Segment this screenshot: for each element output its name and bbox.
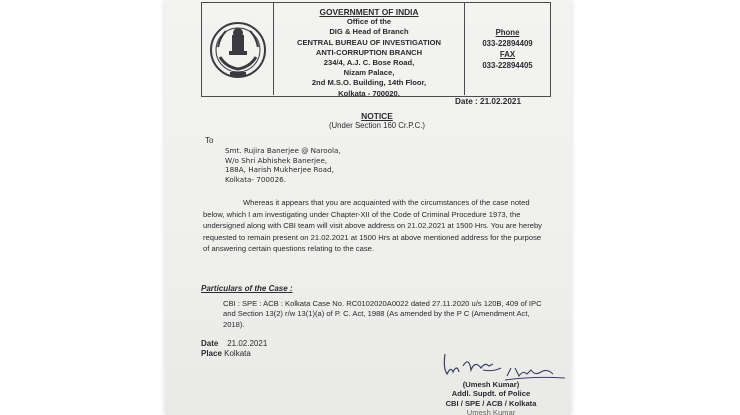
- particulars-label: Particulars of the Case: [201, 284, 288, 293]
- notice-subtitle: (Under Section 160 Cr.P.C.): [328, 121, 426, 130]
- cbi-line: CENTRAL BUREAU OF INVESTIGATION: [296, 37, 441, 47]
- notice-document: [165, 0, 571, 415]
- address-line: Smt. Rujira Banerjee @ Naroola,: [225, 146, 341, 155]
- address-line-4: Kolkata - 700020.: [338, 88, 400, 98]
- recipient-address: [225, 146, 341, 184]
- footer-place-value: Kolkata: [224, 349, 251, 358]
- case-details: CBI : SPE : ACB : Kolkata Case No. RC0102020A0022 dated 27.11.2020 u/s 120B, 409 of IPC and Section 13(2) r/w 13(1)(a) of P. C. Act, 1988 (As amended by the P C (Amendment Act, 2018).: [223, 299, 542, 329]
- particulars-heading: Particulars of the Case :: [201, 284, 293, 293]
- footer-date-value: 21.02.2021: [227, 339, 268, 348]
- address-line: Kolkata- 700026.: [225, 174, 287, 184]
- address-line: 188A, Harish Mukherjee Road,: [225, 165, 334, 175]
- fax-number: 033-22894405: [482, 61, 533, 70]
- signatory-designation: Addl. Supdt. of Police: [451, 389, 531, 399]
- letterhead-office-block: [274, 3, 464, 98]
- logo-cell: [202, 3, 274, 95]
- signatory-office: CBI / SPE / ACB / Kolkata: [445, 398, 537, 408]
- phone-number: 033-22894409: [482, 39, 533, 48]
- dig-line: DIG & Head of Branch: [329, 27, 409, 37]
- footer-date-label: Date: [201, 339, 219, 348]
- address-line: W/o Shri Abhishek Banerjee,: [225, 155, 328, 165]
- cbi-emblem-icon: [208, 17, 268, 83]
- phone-label: Phone: [495, 28, 520, 37]
- letterhead: [201, 2, 551, 97]
- address-line-2: Nizam Palace,: [343, 68, 395, 78]
- address-line-3: 2nd M.S.O. Building, 14th Floor,: [311, 78, 427, 88]
- to-label: To: [205, 136, 214, 145]
- signatory-stamp-name: Umesh Kumar: [466, 408, 516, 415]
- notice-title: NOTICE: [361, 111, 393, 121]
- notice-date: Date : 21.02.2021: [455, 97, 521, 106]
- fax-label: FAX: [499, 50, 516, 59]
- contact-block: [464, 3, 550, 95]
- office-line: Office of the: [346, 17, 392, 27]
- govt-line: GOVERNMENT OF INDIA: [319, 7, 419, 17]
- body-paragraph: Whereas it appears that you are acquainted with the circumstances of the case noted below, which I am investigating under Chapter-XII of the Code of Criminal Procedure 1973, the undersigned along with CBI team will visit above address on 21.02.2021 at 1500 Hrs. You are hereby requested to remain present on 21.02.2021 at 1500 Hrs at above mentioned address for the purpose of answering certain questions relating to the case.: [203, 198, 542, 254]
- signatory-name: (Umesh Kumar): [462, 380, 520, 389]
- signatory-block: [431, 380, 551, 415]
- footer-place-label: Place: [201, 349, 222, 358]
- acb-line: ANTI-CORRUPTION BRANCH: [315, 47, 423, 57]
- footer-date-place: [201, 339, 267, 359]
- address-line-1: 234/4, A.J. C. Bose Road,: [323, 58, 415, 68]
